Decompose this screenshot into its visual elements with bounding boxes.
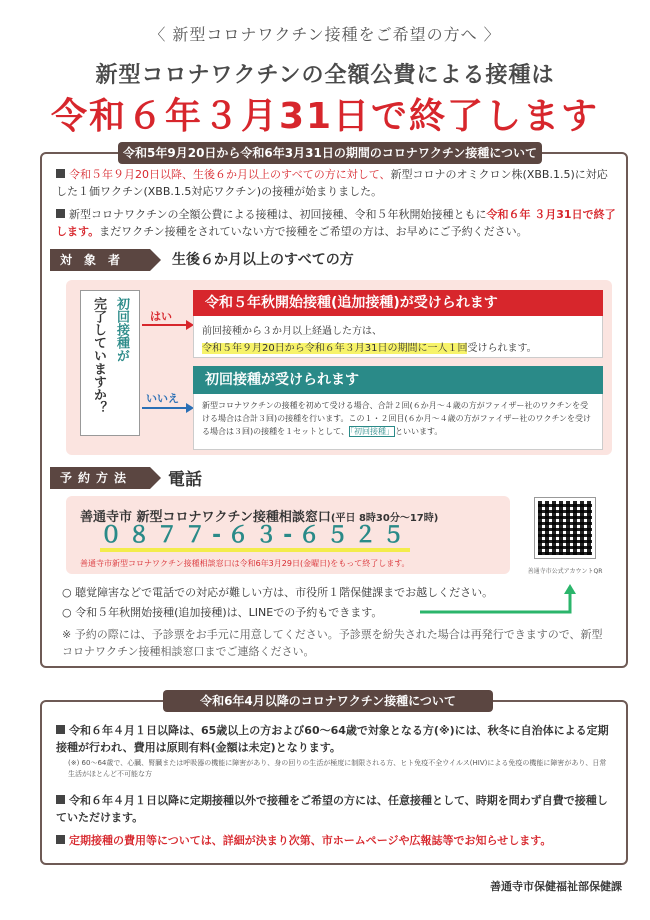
question-rest: 完了していますか？ <box>91 297 106 414</box>
sub-heading: 〈 新型コロナワクチン接種をご希望の方へ 〉 <box>149 25 501 44</box>
primary-panel-text <box>202 399 596 438</box>
bullet-square-icon <box>56 209 65 218</box>
qr-caption: 善通寺市公式アカウントQR <box>527 568 603 575</box>
para1-red: 令和５年９月20日以降、生後６か月以上のすべての方に対して、 <box>69 168 391 181</box>
bullet-square-icon <box>56 169 65 178</box>
section1-title: 令和5年9月20日から令和6年3月31日の期間のコロナワクチン接種について <box>118 142 542 164</box>
primary-panel-title: 初回接種が受けられます <box>193 366 603 394</box>
primary-text: 新型コロナワクチンの接種を初めて受ける場合、合計２回(６か月～４歳の方がファイザー社のワクチンを受ける場合は合計３回)の接種を行います。この１・２回目(６か月～４歳の方がファイザー社のワクチンを受ける場合は３回)の接種を１セットとして、 <box>202 401 592 436</box>
note-line: ○ 令和５年秋開始接種(追加接種)は、LINEでの予約もできます。 <box>62 606 383 619</box>
primary-highlight: 「初回接種」 <box>349 427 394 436</box>
line-qr-code[interactable] <box>535 498 595 558</box>
primary-end: といいます。 <box>394 427 443 436</box>
method-text: 電話 <box>168 470 202 490</box>
para3-text: 定期接種の費用等については、詳細が決まり次第、市ホームページや広報誌等でお知らせします。 <box>69 834 552 847</box>
phone-number[interactable]: ０８７７-６３-６５２５ <box>100 524 410 552</box>
question-highlight: 初回接種が <box>114 297 129 362</box>
no-arrow-icon <box>142 401 194 415</box>
para2-red: 令和６年 ３月31日で終了します。 <box>56 208 616 238</box>
booster-line2 <box>202 339 537 354</box>
section2-footnote: (※) 60～64歳で、心臓、腎臓または呼吸器の機能に障害があり、身の回りの生活が極度に制限される方、ヒト免疫不全ウイルス(HIV)による免疫の機能に障害があり、日常生活がほとんど不可能な方 <box>68 759 607 778</box>
section1-para1 <box>56 166 616 200</box>
booster-line1: 前回接種から３か月以上経過した方は、 <box>202 326 382 337</box>
booster-highlight: 令和５年９月20日から令和６年３月31日の期間に一人１回 <box>202 343 468 354</box>
footer-department: 善通寺市保健福祉部保健課 <box>490 880 622 893</box>
para2-b: まだワクチン接種をされていない方で接種をご希望の方は、お早めにご予約ください。 <box>99 225 528 238</box>
para2-a: 新型コロナワクチンの全額公費による接種は、初回接種、令和５年秋開始接種ともに <box>69 208 487 221</box>
section2-title: 令和6年4月以降のコロナワクチン接種について <box>163 690 493 712</box>
yes-arrow-icon <box>142 318 194 332</box>
no-label: いいえ <box>146 392 179 405</box>
section2-para3 <box>56 832 616 849</box>
target-tag: 対象者 <box>50 249 150 271</box>
question-box <box>80 290 140 436</box>
note-reservation: ※ 予約の際には、予診票をお手元に用意してください。予診票を紛失された場合は再発行できますので、新型コロナワクチン接種相談窓口までご連絡ください。 <box>62 628 603 658</box>
section1-para2 <box>56 206 616 240</box>
bullet-square-icon <box>56 795 65 804</box>
booster-panel-title: 令和５年秋開始接種(追加接種)が受けられます <box>193 290 603 316</box>
yes-label: はい <box>150 310 172 323</box>
end-date-heading: 令和６年３月31日で終了します <box>50 96 600 137</box>
phone-note: 善通寺市新型コロナワクチン接種相談窓口は令和6年3月29日(金曜日)をもって終了します。 <box>80 559 410 568</box>
booster-line2-rest: 受けられます。 <box>467 343 537 354</box>
section2-para2 <box>56 792 616 826</box>
note-hearing: ○ 聴覚障害などで電話での対応が難しい方は、市役所１階保健課までお越しください。 <box>62 586 494 599</box>
bullet-square-icon <box>56 725 65 734</box>
para1-text: 令和６年４月１日以降は、65歳以上の方および60～64歳で対象となる方(※)には、秋冬に自治体による定期接種が行われ、費用は原則有料(金額は未定)となります。 <box>56 724 609 754</box>
bullet-square-icon <box>56 835 65 844</box>
para1-rest: 新型コロナのオミクロン株(XBB.1.5)に対応した１価ワクチン(XBB.1.5対応ワクチン)の接種が始まりました。 <box>56 168 608 198</box>
method-tag: 予約方法 <box>50 467 150 489</box>
phone-hours: (平日 8時30分～17時) <box>330 513 439 524</box>
para2-text: 令和６年４月１日以降に定期接種以外で接種をご希望の方には、任意接種として、時期を問わず自費で接種していただけます。 <box>56 794 608 824</box>
main-heading: 新型コロナワクチンの全額公費による接種は <box>95 63 555 88</box>
line-arrow-icon <box>420 584 580 616</box>
section2-para1 <box>56 722 616 756</box>
target-text: 生後６か月以上のすべての方 <box>172 252 354 268</box>
phone-title: 善通寺市 新型コロナワクチン接種相談窓口 <box>80 510 331 525</box>
